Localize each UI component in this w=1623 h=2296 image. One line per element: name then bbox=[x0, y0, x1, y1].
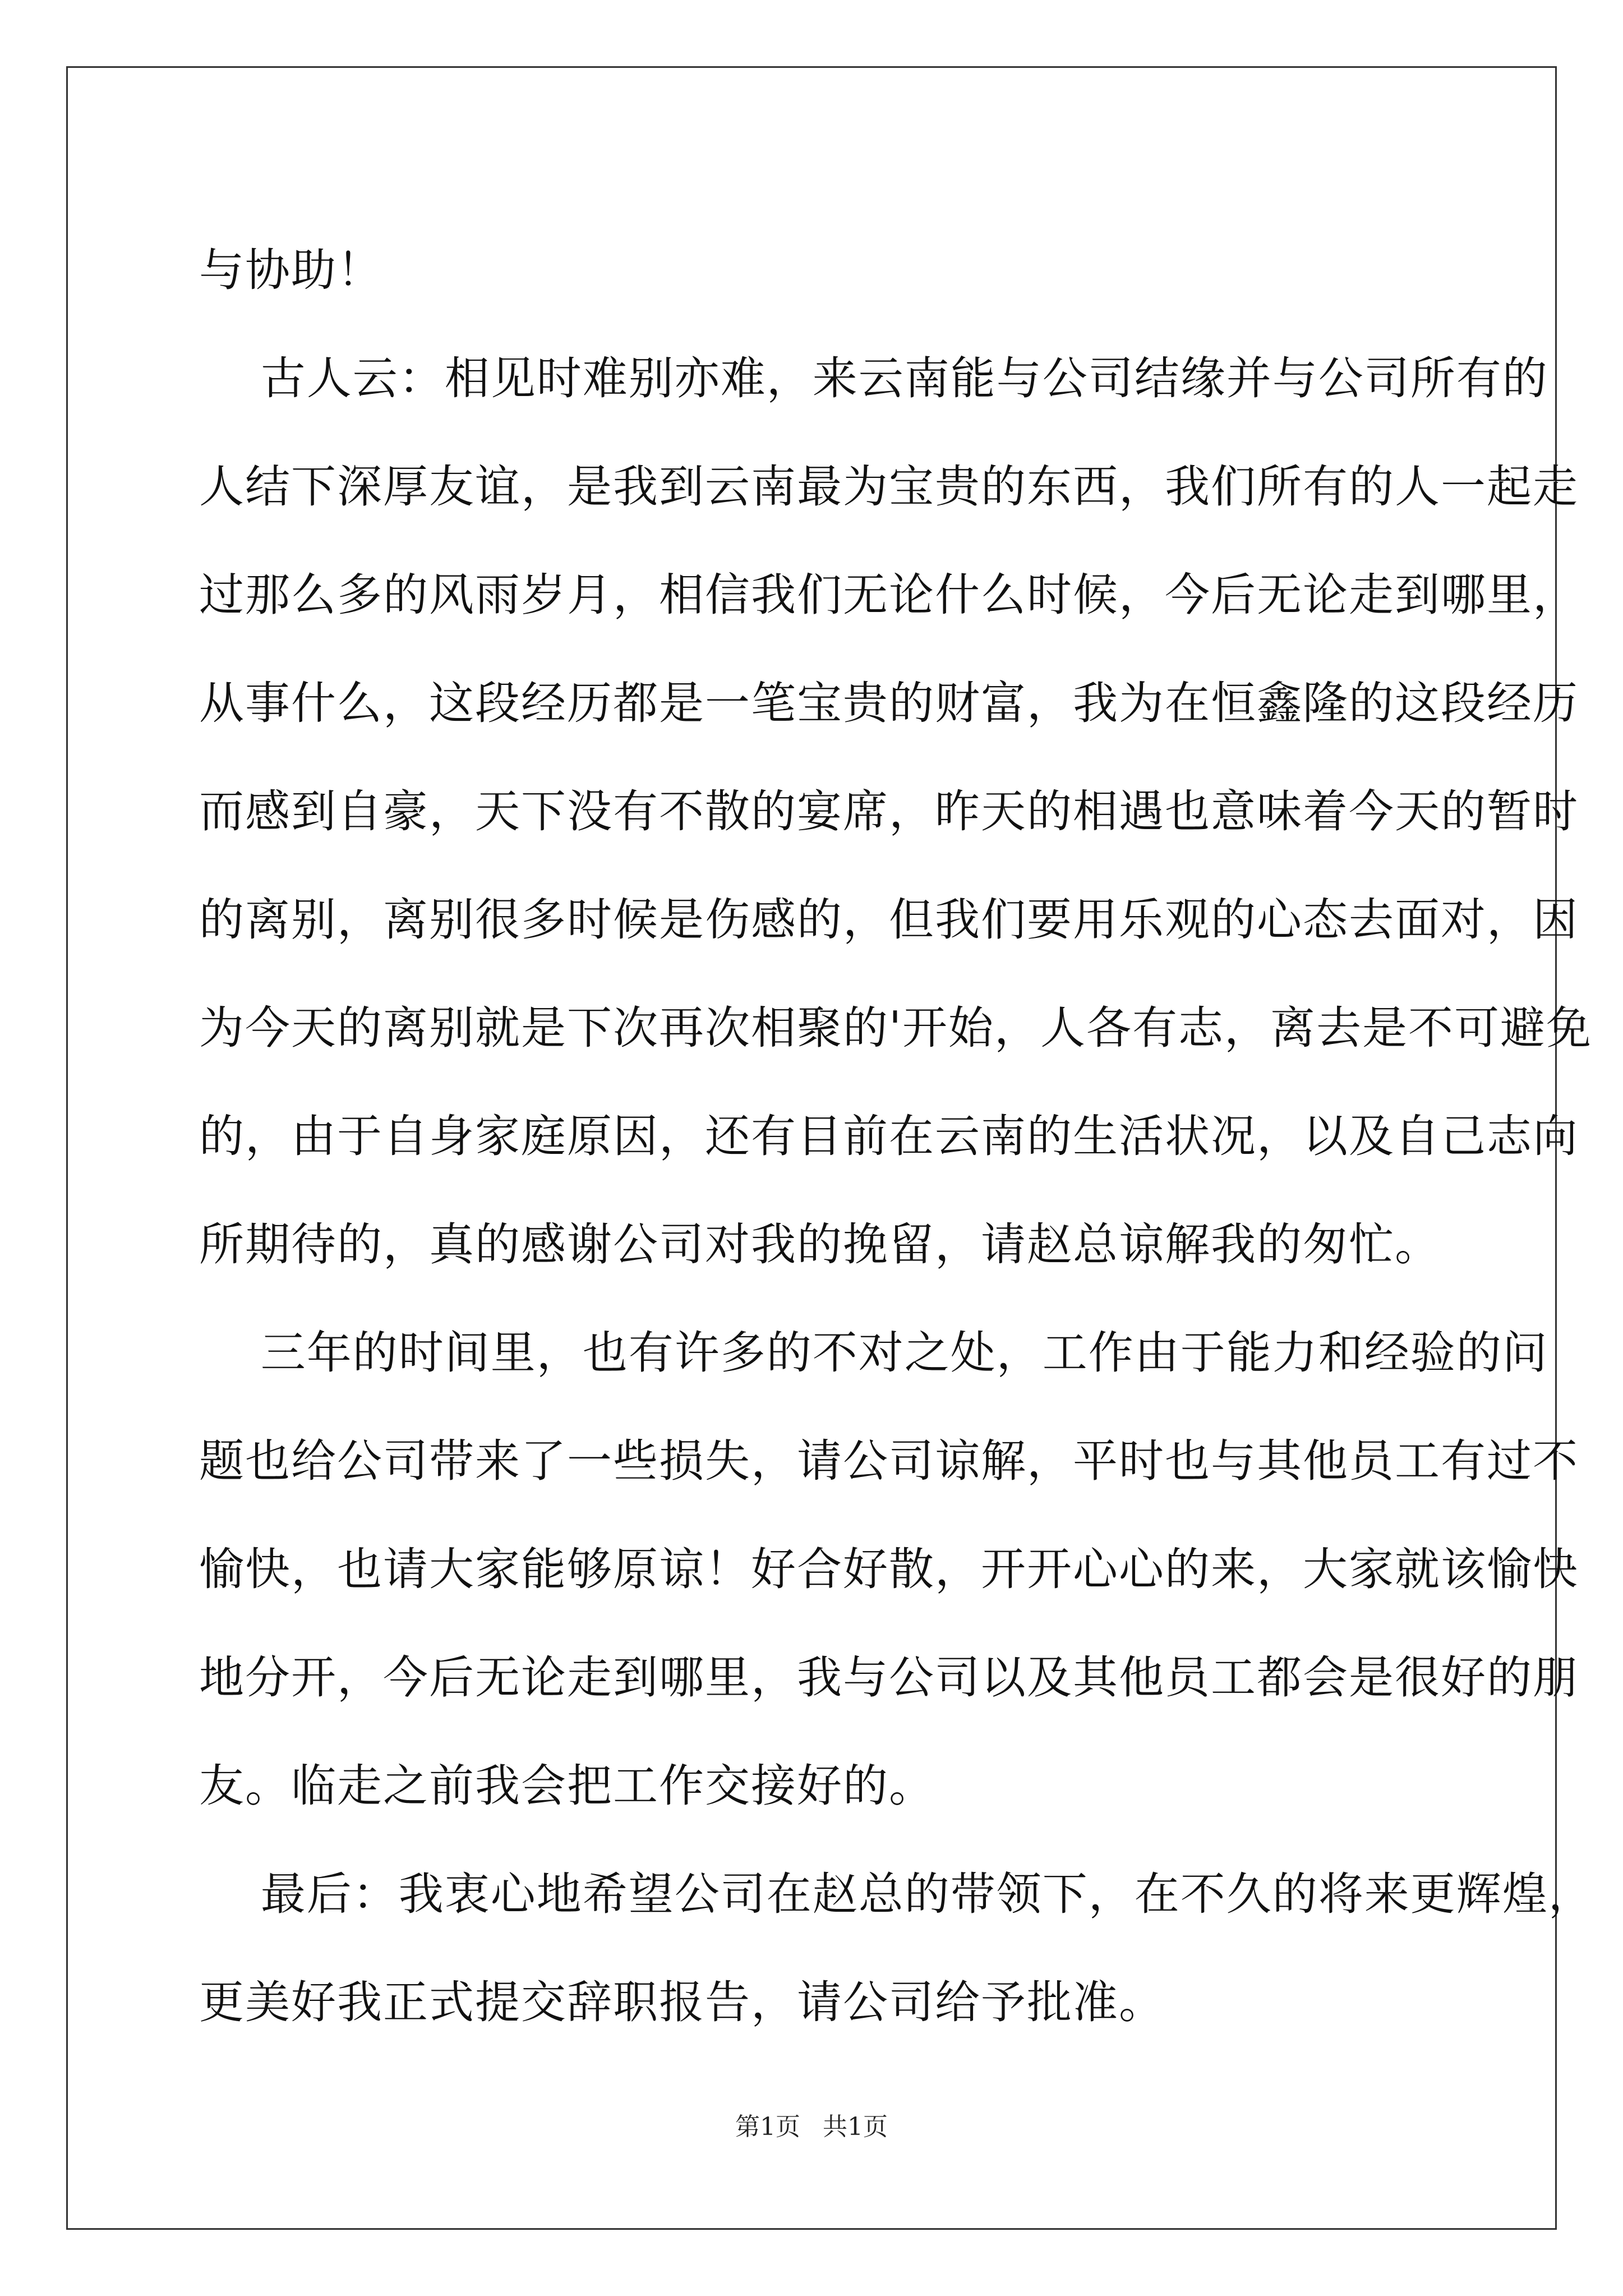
text-line: 友。临走之前我会把工作交接好的。 bbox=[199, 1760, 935, 1812]
text-line: 地分开，今后无论走到哪里，我与公司以及其他员工都会是很好的朋 bbox=[199, 1651, 1579, 1704]
text-line: 最后：我衷心地希望公司在赵总的带领下，在不久的将来更辉煌， bbox=[199, 1868, 1594, 1920]
text-line: 而感到自豪，天下没有不散的宴席，昨天的相遇也意味着今天的暂时 bbox=[199, 785, 1579, 838]
letter-body bbox=[199, 216, 1594, 2056]
text-line: 古人云：相见时难别亦难，来云南能与公司结缘并与公司所有的 bbox=[199, 352, 1548, 404]
page-number: 第1页 bbox=[735, 2113, 800, 2141]
text-line: 更美好我正式提交辞职报告，请公司给予批准。 bbox=[199, 1976, 1165, 2028]
text-line: 愉快，也请大家能够原谅！好合好散，开开心心的来，大家就该愉快 bbox=[199, 1543, 1579, 1595]
page-total: 共1页 bbox=[823, 2113, 888, 2141]
text-line: 为今天的离别就是下次再次相聚的'开始，人各有志，离去是不可避免 bbox=[199, 1002, 1592, 1054]
text-line: 人结下深厚友谊，是我到云南最为宝贵的东西，我们所有的人一起走 bbox=[199, 461, 1579, 513]
text-line: 的离别，离别很多时候是伤感的，但我们要用乐观的心态去面对，因 bbox=[199, 894, 1579, 946]
text-line: 所期待的，真的感谢公司对我的挽留，请赵总谅解我的匆忙。 bbox=[199, 1218, 1441, 1271]
text-line: 过那么多的风雨岁月，相信我们无论什么时候，今后无论走到哪里， bbox=[199, 569, 1579, 621]
text-line: 与协助！ bbox=[199, 244, 383, 296]
text-line: 三年的时间里，也有许多的不对之处，工作由于能力和经验的问 bbox=[199, 1327, 1548, 1379]
text-line: 的，由于自身家庭原因，还有目前在云南的生活状况，以及自己志向 bbox=[199, 1110, 1579, 1162]
text-line: 从事什么，这段经历都是一笔宝贵的财富，我为在恒鑫隆的这段经历 bbox=[199, 677, 1579, 729]
page-footer bbox=[0, 2106, 1623, 2142]
text-line: 题也给公司带来了一些损失，请公司谅解，平时也与其他员工有过不 bbox=[199, 1435, 1579, 1487]
